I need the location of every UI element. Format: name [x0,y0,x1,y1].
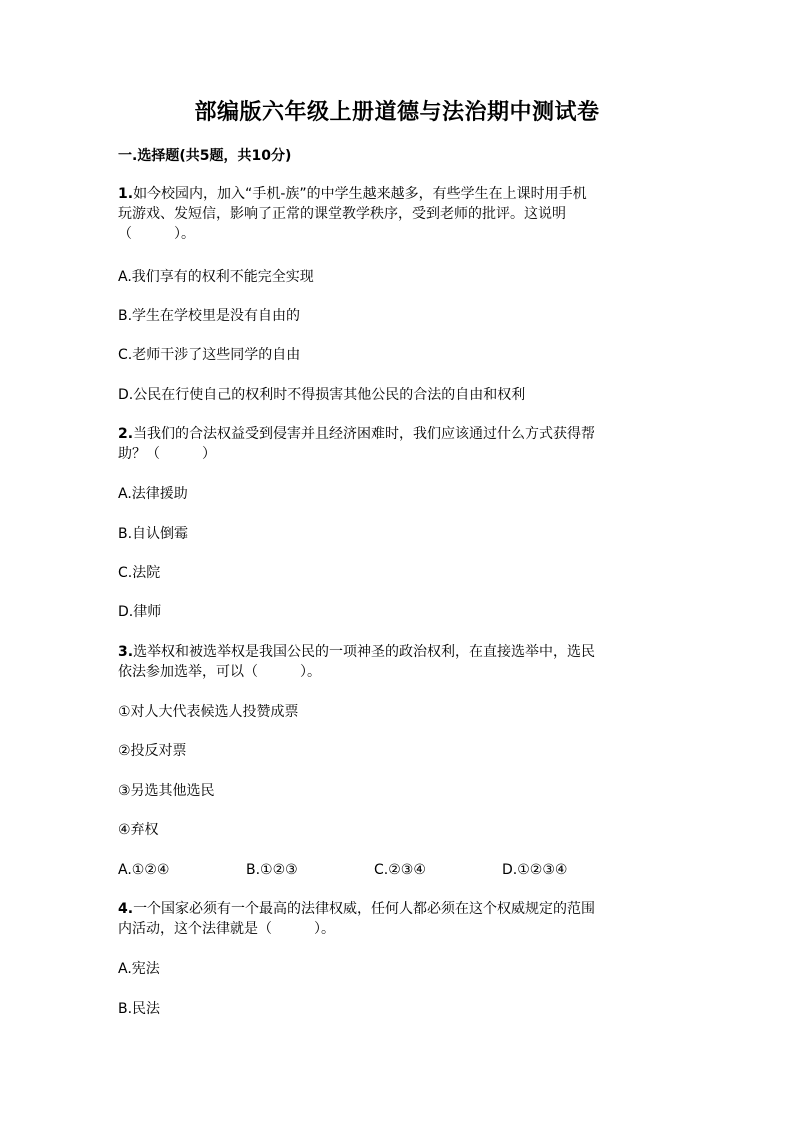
question-number: 3. [118,644,134,660]
question-text-line: 玩游戏、发短信，影响了正常的课堂教学秩序，受到老师的批评。这说明 [118,206,566,222]
option-a: A.法律援助 [118,486,188,502]
option-d: D.律师 [118,604,162,620]
option-b: B.自认倒霉 [118,526,189,542]
option-d: D.公民在行使自己的权利时不得损害其他公民的合法的自由和权利 [118,387,526,403]
statement-4: ④弃权 [118,822,159,838]
option-a: A.宪法 [118,961,160,977]
option-c: C.老师干涉了这些同学的自由 [118,347,301,363]
question-4 [118,899,688,939]
options-row [118,860,688,880]
question-number: 1. [118,186,134,202]
question-text-line: 内活动，这个法律就是（ ）。 [118,921,335,937]
option-b: B.学生在学校里是没有自由的 [118,308,301,324]
question-text-line: 选举权和被选举权是我国公民的一项神圣的政治权利，在直接选举中，选民 [133,644,596,660]
option-b: B.①②③ [246,862,298,878]
document-title: 部编版六年级上册道德与法治期中测试卷 [194,99,600,125]
question-text-line: 当我们的合法权益受到侵害并且经济困难时，我们应该通过什么方式获得帮 [133,426,596,442]
question-2 [118,424,688,464]
option-b: B.民法 [118,1001,161,1017]
question-text-line: 一个国家必须有一个最高的法律权威，任何人都必须在这个权威规定的范围 [133,901,596,917]
option-d: D.①②③④ [502,862,568,878]
question-text-line: （ ）。 [118,226,195,242]
question-text-line: 依法参加选举，可以（ ）。 [118,664,321,680]
question-3 [118,642,688,682]
question-text-line: 如今校园内，加入“手机-族”的中学生越来越多，有些学生在上课时用手机 [133,186,587,202]
statement-2: ②投反对票 [118,743,187,759]
statement-3: ③另选其他选民 [118,783,215,799]
option-c: C.②③④ [374,862,426,878]
option-a: A.我们享有的权利不能完全实现 [118,269,314,285]
statement-1: ①对人大代表候选人投赞成票 [118,704,299,720]
question-text-line: 助？（ ） [118,446,216,462]
option-c: C.法院 [118,565,161,581]
question-1 [118,184,688,244]
question-number: 4. [118,901,134,917]
option-a: A.①②④ [118,862,170,878]
question-number: 2. [118,426,134,442]
section-heading: 一.选择题(共5题，共10分) [118,148,292,164]
